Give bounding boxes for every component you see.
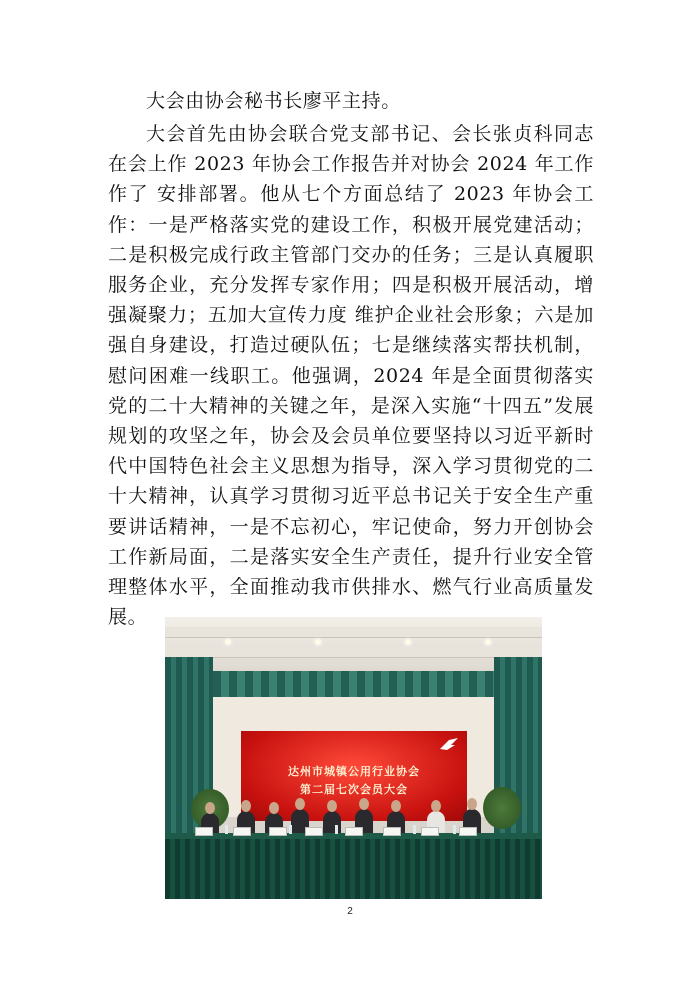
- ceiling: [165, 617, 542, 675]
- ceiling-light: [315, 639, 321, 645]
- ceiling-light: [485, 639, 491, 645]
- page-number: 2: [347, 906, 353, 917]
- ceiling-light: [405, 639, 411, 645]
- name-card: [383, 827, 401, 836]
- water-bottle: [413, 825, 416, 834]
- name-card: [305, 827, 323, 836]
- screen-subtitle: 第二届七次会员大会: [300, 783, 408, 796]
- curtain-valance: [165, 671, 542, 697]
- water-bottle: [335, 825, 338, 834]
- paragraph-host: 大会由协会秘书长廖平主持。: [146, 90, 401, 112]
- name-card: [345, 827, 363, 836]
- water-bottle: [225, 825, 228, 834]
- ceiling-beam: [165, 627, 542, 638]
- water-bottle: [289, 825, 292, 834]
- water-bottle: [453, 825, 456, 834]
- screen-title: 达州市城镇公用行业协会: [288, 765, 420, 778]
- meeting-photo: [165, 617, 542, 899]
- name-card: [195, 827, 213, 836]
- ceiling-beam: [165, 647, 542, 658]
- name-card: [233, 827, 251, 836]
- name-card: [269, 827, 287, 836]
- potted-plant: [483, 787, 521, 829]
- name-card: [459, 827, 477, 836]
- paragraph-report: 大会首先由协会联合党支部书记、会长张贞科同志在会上作 2023 年协会工作报告并对协会 2024 年工作作了 安排部署。他从七个方面总结了 2023 年协会工作：一是严格落实党的建设工作，积极开展党建活动；二是积极完成行政主管部门交办的任务；三是认真履职服务企业，充分发挥专家作用；四是积极开展活动，增强凝聚力；五加大宣传力度 维护企业社会形象；六是加强自身建设，打造过硬队伍；七是继续落实帮扶机制，慰问困难一线职工。他强调，2024 年是全面贯彻落实党的二十大精神的关键之年，是深入实施“十四五”发展规划的攻坚之年，协会及会员单位要坚持以习近平新时代中国特色社会主义思想为指导，深入学习贯彻党的二十大精神，认真学习贯彻习近平总书记关于安全生产重要讲话精神，一是不忘初心，牢记使命，努力开创协会工作新局面，二是落实安全生产责任，提升行业安全管理整体水平，全面推动我市供排水、燃气行业高质量发展。: [108, 123, 594, 629]
- ceiling-light: [225, 639, 231, 645]
- name-card: [421, 827, 439, 836]
- tablecloth: [165, 839, 542, 899]
- bird-logo-icon: [439, 737, 459, 751]
